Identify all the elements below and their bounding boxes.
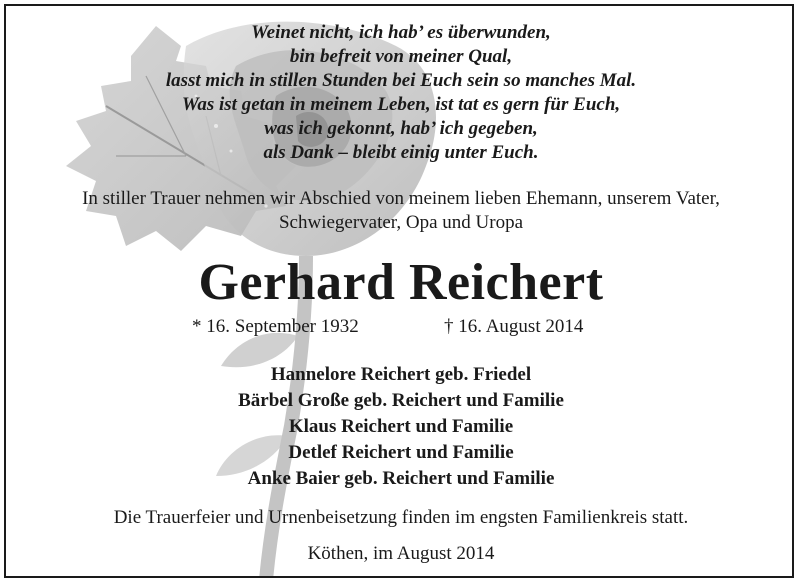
place-date: Köthen, im August 2014	[307, 543, 495, 564]
death-date: † 16. August 2014	[444, 316, 584, 337]
life-dates	[6, 315, 794, 339]
deceased-name: Gerhard Reichert	[198, 254, 604, 311]
family-member: Bärbel Große geb. Reichert und Familie	[238, 390, 564, 411]
obituary-frame	[4, 4, 794, 578]
family-member: Klaus Reichert und Familie	[288, 416, 514, 437]
poem-line: was ich gekonnt, hab’ ich gegeben,	[264, 118, 538, 139]
intro-line: In stiller Trauer nehmen wir Abschied von meinem lieben Ehemann, unserem Vater,	[82, 188, 720, 209]
poem-line: Was ist getan in meinem Leben, ist tat es gern für Euch,	[181, 94, 621, 115]
obituary-content	[6, 6, 794, 578]
family-member: Anke Baier geb. Reichert und Familie	[247, 468, 555, 489]
family-member: Hannelore Reichert geb. Friedel	[270, 364, 532, 385]
ceremony-note: Die Trauerfeier und Urnenbeisetzung finden im engsten Familienkreis statt.	[113, 507, 689, 528]
birth-date: * 16. September 1932	[192, 316, 359, 337]
poem-line: Weinet nicht, ich hab’ es überwunden,	[251, 22, 551, 43]
poem-line: als Dank – bleibt einig unter Euch.	[263, 142, 539, 163]
intro-line: Schwiegervater, Opa und Uropa	[278, 212, 524, 233]
poem-line: lasst mich in stillen Stunden bei Euch sein so manches Mal.	[165, 70, 637, 91]
family-member: Detlef Reichert und Familie	[288, 442, 514, 463]
poem-line: bin befreit von meiner Qual,	[289, 46, 513, 67]
